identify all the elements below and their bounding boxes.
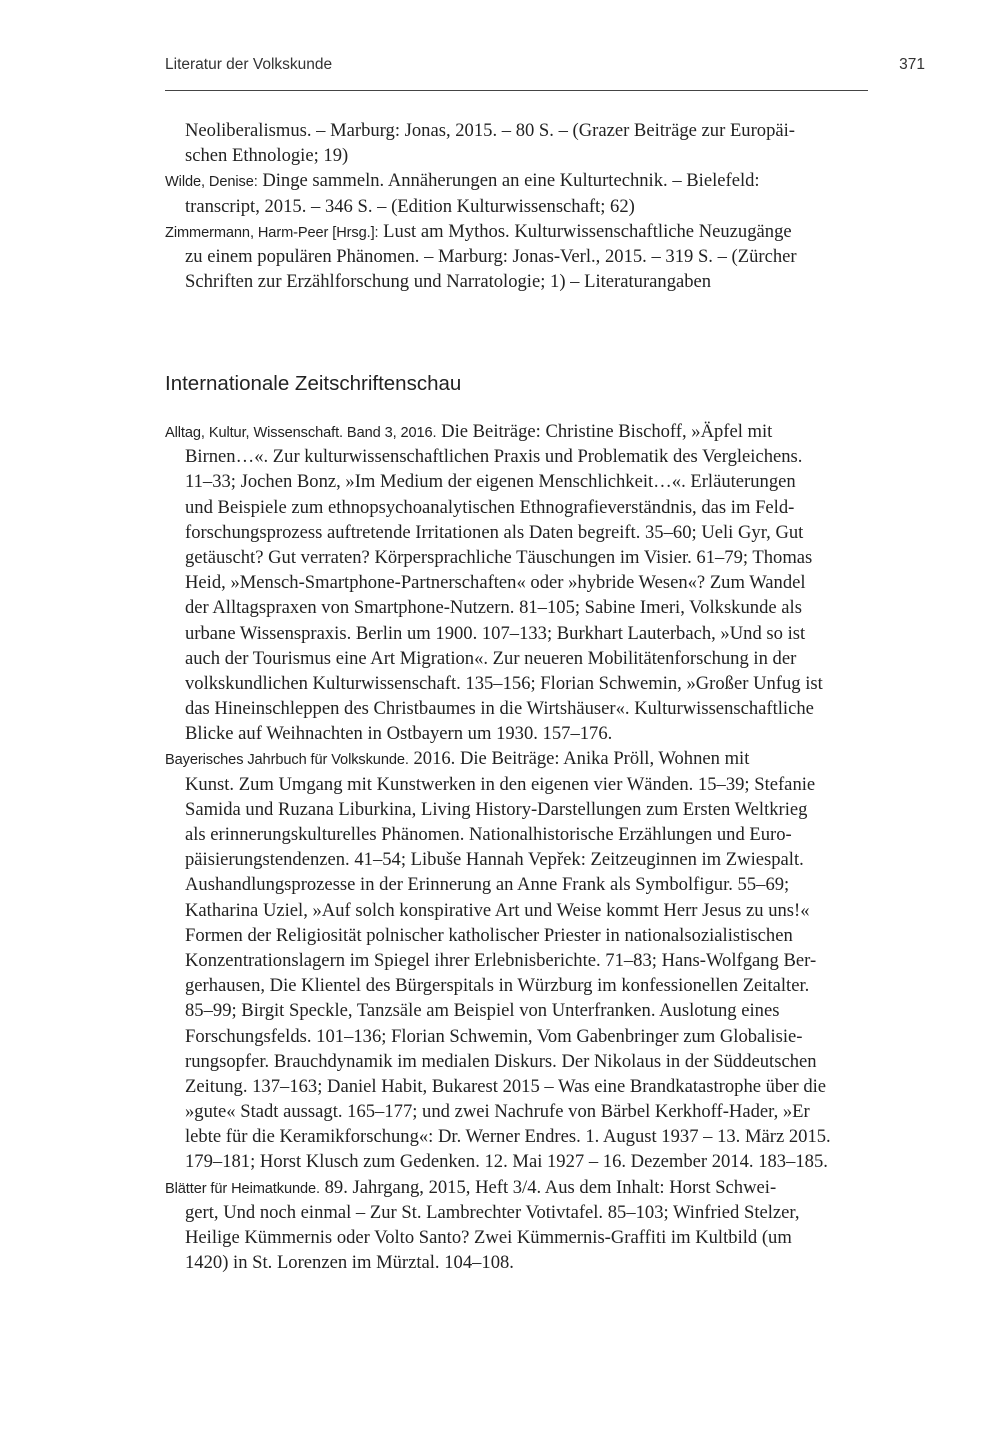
entry-line: »gute« Stadt aussagt. 165–177; und zwei Nachrufe von Bärbel Kerkhoff-Hader, »Er: [185, 1101, 810, 1123]
entry-line: 179–181; Horst Klusch zum Gedenken. 12. Mai 1927 – 16. Dezember 2014. 183–185.: [185, 1151, 828, 1173]
entry-line: 85–99; Birgit Speckle, Tanzsäle am Beispiel von Unterfranken. Auslotung eines: [185, 1000, 780, 1022]
book-entry: [165, 168, 885, 218]
entry-line: getäuscht? Gut verraten? Körpersprachliche Täuschungen im Visier. 61–79; Thomas: [185, 546, 813, 568]
journal-title: Bayerisches Jahrbuch für Volkskunde.: [165, 752, 409, 769]
entry-line: Neoliberalismus. – Marburg: Jonas, 2015. – 80 S. – (Grazer Beiträge zur Europäi-: [185, 120, 795, 141]
entry-line: Birnen…«. Zur kulturwissenschaftlichen Praxis und Problematik des Vergleichens.: [185, 446, 803, 468]
entry-text: Lust am Mythos. Kulturwissenschaftliche Neuzugänge: [378, 220, 792, 242]
entry-line: urbane Wissenspraxis. Berlin um 1900. 107–133; Burkhart Lauterbach, »Und so ist: [185, 622, 806, 644]
entry-line: Heilige Kümmernis oder Volto Santo? Zwei Kümmernis-Graffiti im Kultbild (um: [185, 1227, 792, 1248]
continued-entry: [165, 118, 885, 168]
entry-line: und Beispiele zum ethnopsychoanalytischen Ethnografieverständnis, das im Feld-: [185, 496, 795, 518]
entry-line: schen Ethnologie; 19): [185, 145, 349, 167]
entry-text: Dinge sammeln. Annäherungen an eine Kulturtechnik. – Bielefeld:: [257, 170, 760, 192]
entry-line: Formen der Religiosität polnischer katholischer Priester in nationalsozialistischen: [185, 924, 793, 946]
entry-text: 2016. Die Beiträge: Anika Pröll, Wohnen mit: [408, 748, 750, 770]
entry-line: Blicke auf Weihnachten in Ostbayern um 1930. 157–176.: [185, 723, 613, 745]
entry-line: Zeitung. 137–163; Daniel Habit, Bukarest 2015 – Was eine Brandkatastrophe über die: [185, 1075, 827, 1097]
entry-line: gert, Und noch einmal – Zur St. Lambrechter Votivtafel. 85–103; Winfried Stelzer,: [185, 1201, 800, 1223]
running-head: [165, 56, 925, 80]
entry-line: 11–33; Jochen Bonz, »Im Medium der eigenen Menschlichkeit…«. Erläuterungen: [185, 471, 796, 493]
entry-text: Die Beiträge: Christine Bischoff, »Äpfel mit: [436, 421, 773, 442]
journal-title: Blätter für Heimatkunde.: [165, 1180, 320, 1197]
entry-line: päisierungstendenzen. 41–54; Libuše Hannah Vepřek: Zeitzeuginnen im Zwiespalt.: [185, 849, 804, 871]
entry-line: auch der Tourismus eine Art Migration«. Zur neueren Mobilitätenforschung in der: [185, 647, 797, 669]
header-rule: [165, 90, 868, 91]
journal-entry: [165, 746, 885, 1174]
journal-list: [165, 419, 885, 1275]
entry-author: Zimmermann, Harm-Peer [Hrsg.]:: [165, 224, 379, 241]
entry-line: Forschungsfelds. 101–136; Florian Schwemin, Vom Gabenbringer zum Globalisie-: [185, 1025, 803, 1047]
journal-entry: [165, 1175, 885, 1276]
entry-line: gerhausen, Die Klientel des Bürgerspitals in Würzburg im konfessionellen Zeitalter.: [185, 975, 810, 997]
entry-line: der Alltagspraxen von Smartphone-Nutzern. 81–105; Sabine Imeri, Volkskunde als: [185, 597, 802, 619]
entry-line: Konzentrationslagern im Spiegel ihrer Erlebnisberichte. 71–83; Hans-Wolfgang Ber-: [185, 949, 817, 971]
section-heading: Internationale Zeitschriftenschau: [165, 372, 462, 395]
book-list: [165, 118, 885, 294]
entry-line: als erinnerungskulturelles Phänomen. Nationalhistorische Erzählungen und Euro-: [185, 824, 792, 845]
page-number: 371: [899, 56, 925, 73]
journal-title: Alltag, Kultur, Wissenschaft. Band 3, 2016.: [165, 425, 437, 441]
entry-line: Samida und Ruzana Liburkina, Living History-Darstellungen zum Ersten Weltkrieg: [185, 798, 808, 820]
entry-line: Aushandlungsprozesse in der Erinnerung an Anne Frank als Symbolfigur. 55–69;: [185, 874, 790, 896]
entry-line: Kunst. Zum Umgang mit Kunstwerken in den eigenen vier Wänden. 15–39; Stefanie: [185, 773, 816, 795]
entry-text: 89. Jahrgang, 2015, Heft 3/4. Aus dem Inhalt: Horst Schwei-: [319, 1176, 777, 1198]
entry-line: das Hineinschleppen des Christbaumes in die Wirtshäuser«. Kulturwissenschaftliche: [185, 698, 814, 720]
entry-line: forschungsprozess auftretende Irritationen als Daten begreift. 35–60; Ueli Gyr, Gut: [185, 521, 804, 543]
entry-line: 1420) in St. Lorenzen im Mürztal. 104–108.: [185, 1252, 514, 1274]
entry-line: volkskundlichen Kulturwissenschaft. 135–156; Florian Schwemin, »Großer Unfug ist: [185, 672, 823, 694]
entry-line: rungsopfer. Brauchdynamik im medialen Diskurs. Der Nikolaus in der Süddeutschen: [185, 1050, 817, 1072]
entry-line: Heid, »Mensch-Smartphone-Partnerschaften« oder »hybride Wesen«? Zum Wandel: [185, 572, 806, 594]
entry-line: Katharina Uziel, »Auf solch konspirative Art und Weise kommt Herr Jesus zu uns!«: [185, 899, 810, 921]
entry-line: Schriften zur Erzählforschung und Narratologie; 1) – Literaturangaben: [185, 271, 712, 293]
entry-line: lebte für die Keramikforschung«: Dr. Werner Endres. 1. August 1937 – 13. März 2015.: [185, 1126, 831, 1148]
journal-entry: [165, 419, 885, 746]
entry-author: Wilde, Denise:: [165, 174, 258, 191]
book-entry: [165, 219, 885, 295]
running-head-title: Literatur der Volkskunde: [165, 56, 333, 73]
entry-line: zu einem populären Phänomen. – Marburg: Jonas-Verl., 2015. – 319 S. – (Zürcher: [185, 245, 797, 267]
entry-line: transcript, 2015. – 346 S. – (Edition Kulturwissenschaft; 62): [185, 195, 635, 217]
